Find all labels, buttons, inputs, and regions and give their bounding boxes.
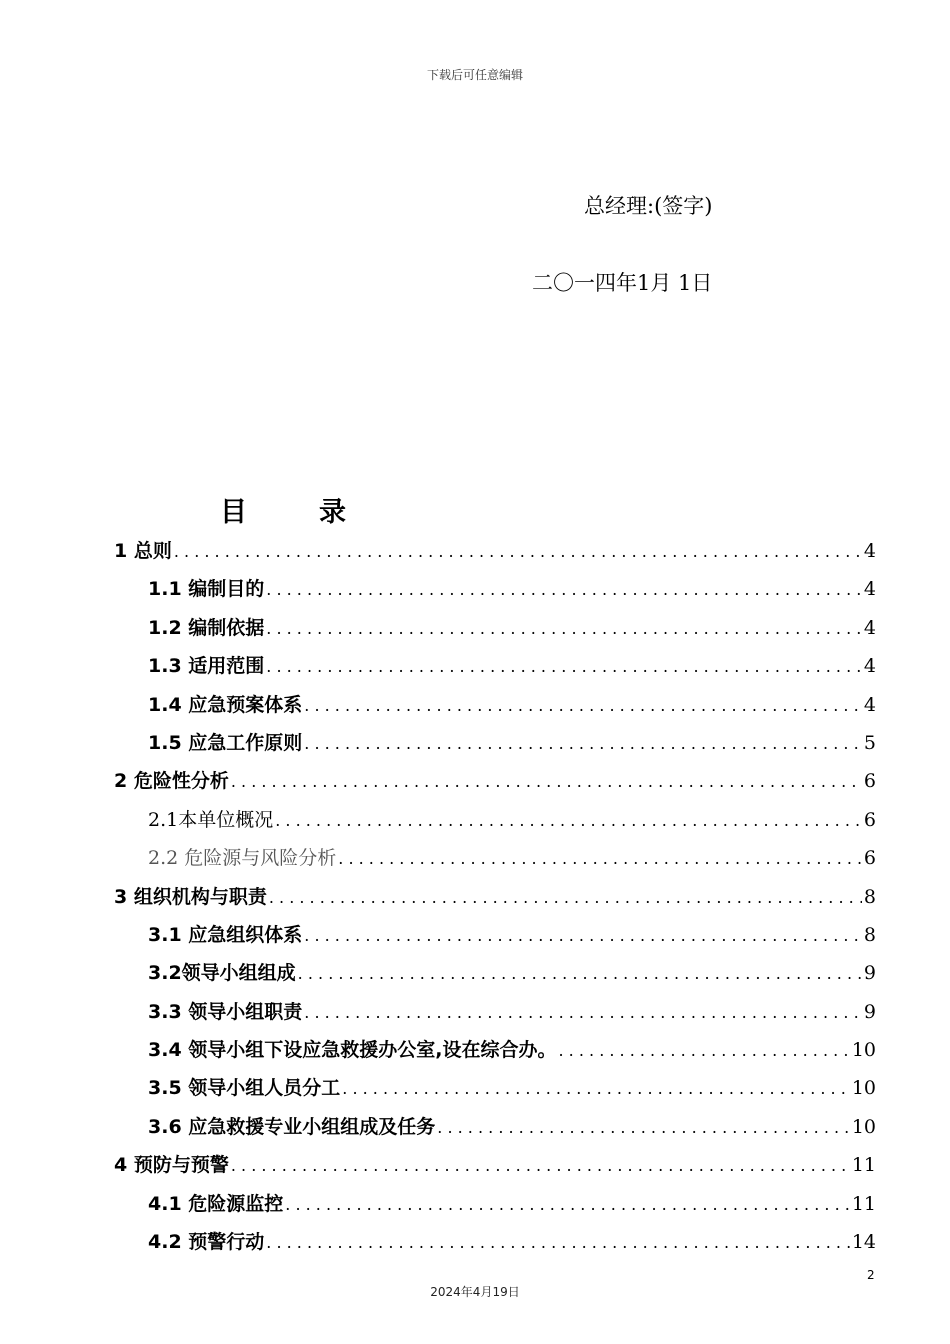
toc-leader-dots [559,1041,850,1060]
toc-entry-page: 5 [863,731,876,754]
toc-entry[interactable] [114,728,876,766]
toc-entry-label: 3.2领导小组组成 [148,962,296,985]
toc-leader-dots [304,734,862,753]
toc-entry[interactable] [114,536,876,574]
toc-title-left: 目 [220,497,247,528]
toc-leader-dots [231,1156,850,1175]
toc-entry-page: 6 [863,770,876,793]
toc-leader-dots [275,811,862,830]
toc-entry[interactable] [114,690,876,728]
toc-leader-dots [437,1118,850,1137]
toc-entry[interactable] [114,1112,876,1150]
signature-line: 总经理:(签字) [584,194,713,218]
toc-entry-label: 3 组织机构与职责 [114,885,267,908]
toc-leader-dots [266,580,862,599]
toc-entry-page: 8 [863,885,876,908]
toc-leader-dots [266,1233,850,1252]
page-number: 2 [867,1268,875,1282]
toc-entry-page: 4 [863,540,876,562]
toc-entry-page: 14 [851,1231,876,1254]
toc-entry-label: 2 危险性分析 [114,770,229,793]
toc-leader-dots [298,964,862,983]
toc-leader-dots [266,657,862,676]
toc-entry-label: 1.2 编制依据 [148,616,265,639]
toc-leader-dots [304,696,862,715]
toc-entry[interactable] [114,920,876,958]
toc-leader-dots [174,542,862,561]
toc-entry[interactable] [114,997,876,1035]
toc-entry-page: 9 [863,962,876,985]
document-date: 二〇一四年1月 1日 [532,271,713,295]
toc-entry-label: 3.5 领导小组人员分工 [148,1077,341,1100]
toc-entry-label: 3.6 应急救援专业小组组成及任务 [148,1115,436,1138]
toc-entry[interactable] [114,613,876,651]
toc-entry-page: 4 [863,616,876,639]
toc-entry[interactable] [114,1035,876,1073]
toc-entry-label: 2.1本单位概况 [148,808,274,831]
toc-entry-page: 6 [863,847,876,870]
toc-entry[interactable] [114,1150,876,1188]
toc-entry[interactable] [114,958,876,996]
toc-entry-label: 3.4 领导小组下设应急救援办公室,设在综合办。 [148,1039,557,1062]
toc-leader-dots [269,888,862,907]
toc-entry-label: 3.1 应急组织体系 [148,923,303,946]
toc-entry[interactable] [114,766,876,804]
toc-entry-page: 4 [863,655,876,678]
toc-title-right: 录 [319,497,346,528]
toc-entry[interactable] [114,882,876,920]
toc-entry-page: 9 [863,1000,876,1023]
toc-entry[interactable] [114,1073,876,1111]
page-footer: 2024年4月19日 [430,1285,520,1299]
toc-leader-dots [231,772,862,791]
toc-entry-page: 8 [863,923,876,946]
toc-entry[interactable] [114,651,876,689]
toc-entry-label: 1.5 应急工作原则 [148,731,303,754]
toc-entry-page: 10 [851,1039,876,1062]
toc-entry-page: 4 [863,578,876,601]
toc-entry-page: 6 [863,808,876,831]
toc-entry-label: 1.4 应急预案体系 [148,693,303,716]
toc-entry-label: 2.2 危险源与风险分析 [148,847,337,870]
toc-entry-page: 11 [851,1192,876,1215]
toc-leader-dots [338,849,862,868]
page-header: 下载后可任意编辑 [426,68,523,82]
toc-leader-dots [266,619,862,638]
toc-entry-label: 4.2 预警行动 [148,1231,265,1254]
table-of-contents [114,536,876,1265]
toc-leader-dots [304,1003,862,1022]
toc-entry-label: 3.3 领导小组职责 [148,1000,303,1023]
toc-leader-dots [285,1195,850,1214]
toc-entry[interactable] [114,805,876,843]
toc-entry-page: 11 [851,1154,876,1177]
toc-entry[interactable] [114,574,876,612]
toc-entry-label: 1.3 适用范围 [148,655,265,678]
toc-entry-label: 4 预防与预警 [114,1154,229,1177]
toc-entry-page: 10 [851,1115,876,1138]
toc-entry[interactable] [114,1227,876,1265]
toc-title [220,490,346,529]
toc-entry-label: 4.1 危险源监控 [148,1192,284,1215]
toc-entry[interactable] [114,1189,876,1227]
toc-entry-page: 10 [851,1077,876,1100]
toc-leader-dots [342,1079,850,1098]
toc-leader-dots [304,926,862,945]
toc-entry-label: 1.1 编制目的 [148,578,265,601]
toc-entry-label: 1 总则 [114,540,172,562]
toc-entry[interactable] [114,843,876,881]
toc-entry-page: 4 [863,693,876,716]
